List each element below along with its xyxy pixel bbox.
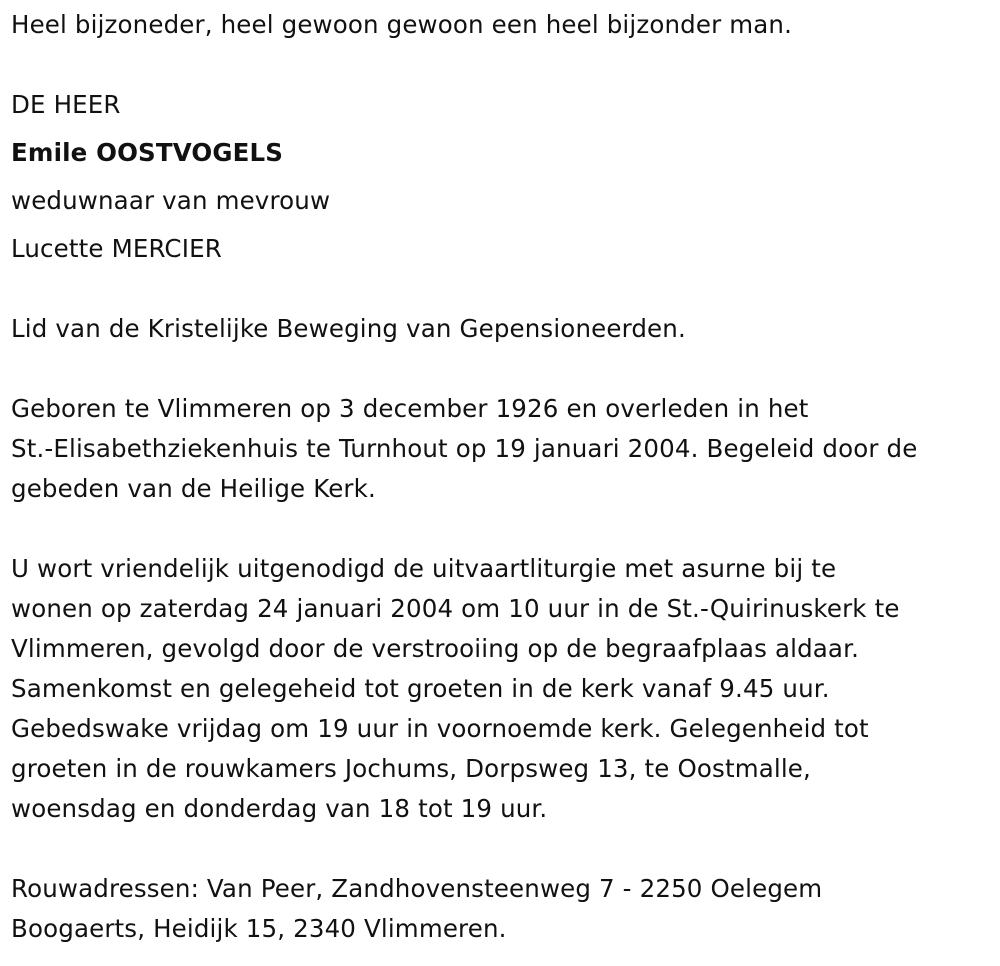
spouse-name: Lucette MERCIER	[11, 234, 222, 263]
birth-death-line-3: gebeden van de Heilige Kerk.	[11, 474, 376, 503]
title-line: DE HEER	[11, 90, 121, 119]
invitation-line-6: groeten in de rouwkamers Jochums, Dorpsweg 13, te Oostmalle,	[11, 754, 811, 783]
address-line-2: Boogaerts, Heidijk 15, 2340 Vlimmeren.	[11, 914, 507, 943]
invitation-line-1: U wort vriendelijk uitgenodigd de uitvaartliturgie met asurne bij te	[11, 554, 837, 583]
widow-line: weduwnaar van mevrouw	[11, 186, 331, 215]
membership-line: Lid van de Kristelijke Beweging van Gepensioneerden.	[11, 314, 686, 343]
deceased-name: Emile OOSTVOGELS	[11, 138, 284, 167]
invitation-line-7: woensdag en donderdag van 18 tot 19 uur.	[11, 794, 548, 823]
birth-death-line-2: St.-Elisabethziekenhuis te Turnhout op 19 januari 2004. Begeleid door de	[11, 434, 918, 463]
invitation-line-3: Vlimmeren, gevolgd door de verstrooiing op de begraafplaas aldaar.	[11, 634, 860, 663]
address-line-1: Rouwadressen: Van Peer, Zandhovensteenweg 7 - 2250 Oelegem	[11, 874, 823, 903]
invitation-line-4: Samenkomst en gelegeheid tot groeten in de kerk vanaf 9.45 uur.	[11, 674, 830, 703]
invitation-line-5: Gebedswake vrijdag om 19 uur in voornoemde kerk. Gelegenheid tot	[11, 714, 869, 743]
birth-death-line-1: Geboren te Vlimmeren op 3 december 1926 en overleden in het	[11, 394, 809, 423]
invitation-line-2: wonen op zaterdag 24 januari 2004 om 10 uur in de St.-Quirinuskerk te	[11, 594, 900, 623]
intro-line: Heel bijzoneder, heel gewoon gewoon een heel bijzonder man.	[11, 10, 793, 39]
